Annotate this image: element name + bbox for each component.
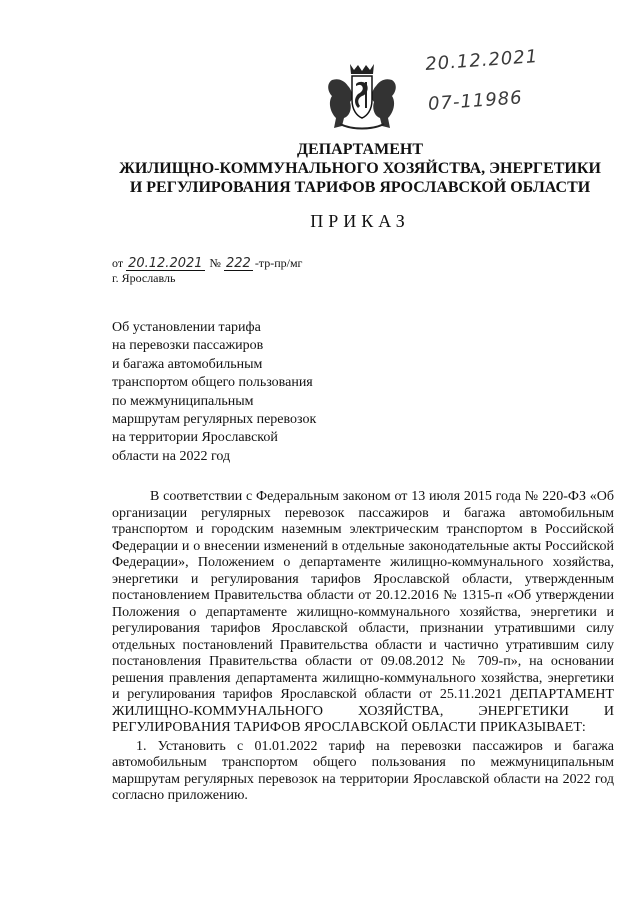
order-line	[112, 256, 302, 271]
order-number-prefix: №	[209, 256, 221, 270]
order-subject	[112, 319, 412, 466]
order-details	[112, 256, 302, 286]
subject-line: области на 2022 год	[112, 448, 231, 464]
subject-line: Об установлении тарифа	[112, 320, 261, 335]
department-title-line2: ЖИЛИЩНО-КОММУНАЛЬНОГО ХОЗЯЙСТВА, ЭНЕРГЕТИКИ	[119, 160, 601, 177]
subject-line: по межмуниципальным	[112, 393, 254, 409]
order-body	[112, 489, 614, 805]
document-type: ПРИКАЗ	[310, 211, 410, 231]
department-title-line3: И РЕГУЛИРОВАНИЯ ТАРИФОВ ЯРОСЛАВСКОЙ ОБЛАСТИ	[129, 179, 591, 196]
order-number-suffix: -тр-пр/мг	[254, 256, 303, 270]
registration-date: 20.12.2021	[424, 46, 539, 75]
order-item-1: 1. Установить с 01.01.2022 тариф на перевозки пассажиров и багажа автомобильным транспортом общего пользования по межмуниципальным маршрутам регулярных перевозок на территории Ярославской области на 2022 год согласно приложению.	[112, 738, 614, 803]
subject-line: и багажа автомобильным	[112, 356, 263, 372]
order-date: 20.12.2021	[128, 256, 203, 271]
subject-line: на территории Ярославской	[112, 430, 278, 446]
registration-number: 07-11986	[427, 87, 524, 115]
order-number: 222	[225, 256, 251, 271]
subject-line: маршрутам регулярных перевозок	[112, 412, 317, 428]
coat-of-arms-icon	[322, 62, 402, 132]
preamble-paragraph: В соответствии с Федеральным законом от 13 июля 2015 года № 220-ФЗ «Об организации регулярных перевозок пассажиров и багажа автомобильным транспортом и городским наземным электрическим транспортом в Российской Федерации и о внесении изменений в отдельные законодательные акты Российской Федерации», Положением о департаменте жилищно-коммунального хозяйства, энергетики и регулирования тарифов Ярославской области, утвержденным постановлением Правительства области от 20.12.2016 № 1315-п «Об утверждении Положения о департаменте жилищно-коммунального хозяйства, энергетики и регулирования тарифов Ярославской области, признании утратившими силу отдельных постановлений Правительства области и частично утратившим силу постановления Правительства области от 09.08.2012 № 709-п», на основании решения правления департамента жилищно-коммунального хозяйства, энергетики и регулирования тарифов Ярославской области от 25.11.2021 ДЕПАРТАМЕНТ ЖИЛИЩНО-КОММУНАЛЬНОГО ХОЗЯЙСТВА, ЭНЕРГЕТИКИ И РЕГУЛИРОВАНИЯ ТАРИФОВ ЯРОСЛАВСКОЙ ОБЛАСТИ ПРИКАЗЫВАЕТ:	[112, 489, 614, 735]
subject-line: на перевозки пассажиров	[112, 338, 264, 354]
order-city: г. Ярославль	[112, 271, 176, 285]
registration-note	[424, 34, 589, 125]
order-date-prefix: от	[112, 256, 124, 270]
department-title-line1: ДЕПАРТАМЕНТ	[297, 141, 423, 158]
subject-line: транспортом общего пользования	[112, 375, 313, 391]
department-header	[100, 140, 620, 197]
